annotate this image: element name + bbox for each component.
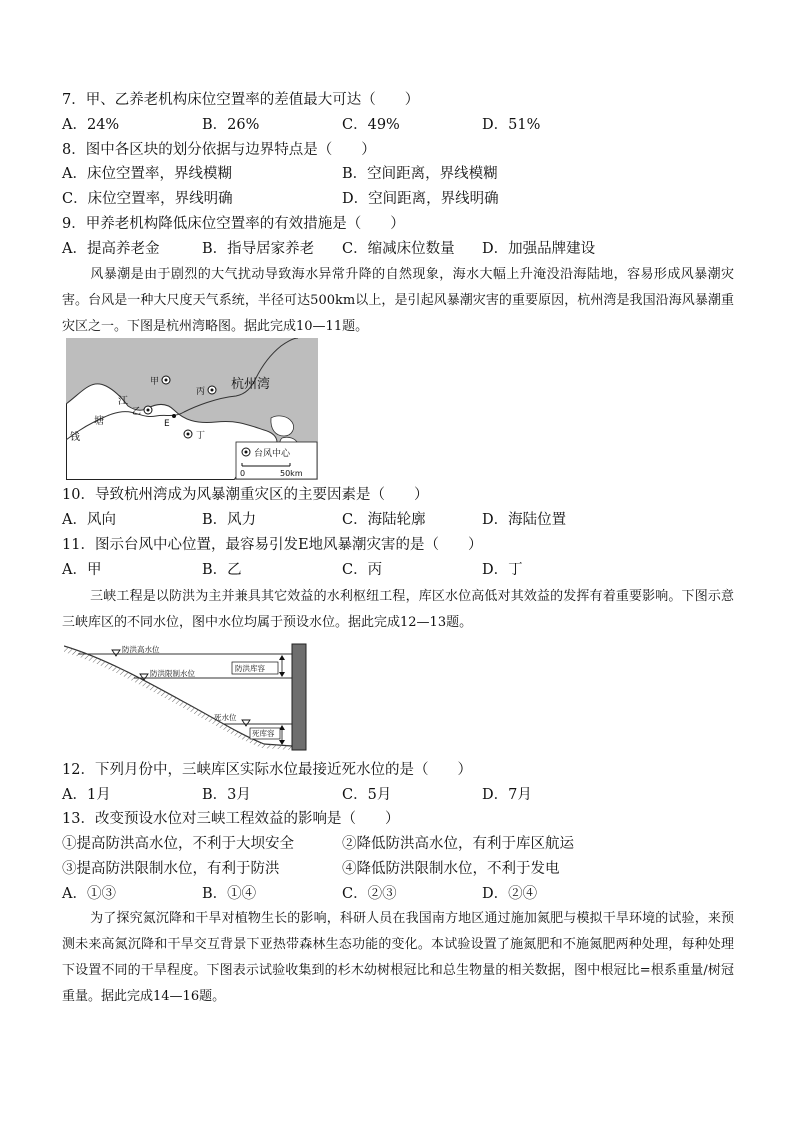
q12-option-c[interactable]: C．5月 [342,787,392,803]
q9-option-b[interactable]: B．指导居家养老 [202,241,315,257]
question-11-stem: 11．图示台风中心位置，最容易引发E地风暴潮灾害的是（ ） [62,537,483,553]
q11-option-b[interactable]: B．乙 [202,562,242,578]
q11-option-d[interactable]: D．丁 [482,562,523,578]
flood-limit-label: 防洪限制水位 [150,669,195,678]
q13-statement-1: ①提高防洪高水位，不利于大坝安全 [62,836,294,852]
map-legend [236,442,317,479]
question-10-stem: 10．导致杭州湾成为风暴潮重灾区的主要因素是（ ） [62,487,429,503]
dam-wall [292,644,306,750]
q13-statement-3: ③提高防洪限制水位，有利于防洪 [62,861,280,877]
q11-option-a[interactable]: A．甲 [62,562,102,578]
q12-option-b[interactable]: B．3月 [202,787,251,803]
question-13-stem: 13．改变预设水位对三峡工程效益的影响是（ ） [62,811,400,827]
dead-capacity-label: 死库容 [252,729,275,738]
bay-label: 杭州湾 [231,377,271,392]
hangzhou-bay-map [66,338,318,480]
svg-text:E: E [164,419,170,429]
q11-option-c[interactable]: C．丙 [342,562,383,578]
scale-zero: 0 [240,469,246,478]
q9-option-d[interactable]: D．加强品牌建设 [482,241,596,257]
svg-text:乙: 乙 [132,407,142,417]
q13-option-c[interactable]: C．②③ [342,886,397,902]
q10-option-c[interactable]: C．海陆轮廓 [342,512,426,528]
question-9-stem: 9．甲养老机构降低床位空置率的有效措施是（ ） [62,216,405,232]
q12-option-d[interactable]: D．7月 [482,787,532,803]
q7-option-c[interactable]: C．49% [342,117,400,133]
dead-level-label: 死水位 [214,713,237,722]
q7-option-b[interactable]: B．26% [202,117,260,133]
question-8-stem: 8．图中各区块的划分依据与边界特点是（ ） [62,142,376,158]
svg-text:丁: 丁 [196,431,206,441]
scale-end: 50km [280,469,303,478]
svg-text:丙: 丙 [196,387,206,397]
q9-option-a[interactable]: A．提高养老金 [62,241,160,257]
passage-three-gorges [62,584,734,636]
q10-option-b[interactable]: B．风力 [202,512,257,528]
passage-nitrogen-drought [62,906,734,1010]
q13-option-a[interactable]: A．①③ [62,886,116,902]
flood-high-marker [112,650,120,656]
river-char-tang: 塘 [94,416,104,427]
q10-option-d[interactable]: D．海陆位置 [482,512,567,528]
svg-text:甲: 甲 [150,377,160,387]
q8-option-a[interactable]: A．床位空置率，界线模糊 [62,166,232,182]
dead-level-marker [242,720,250,726]
passage-nitrogen-drought-text: 为了探究氮沉降和干旱对植物生长的影响，科研人员在我国南方地区通过施加氮肥与模拟干旱环境的试验，来预测未来高氮沉降和干旱交互背景下亚热带森林生态功能的变化。本试验设置了施氮肥和不施氮肥两种处理，每种处理下设置不同的干旱程度。下图表示试验收集到的杉木幼树根冠比和总生物量的相关数据，图中根冠比=根系重量/树冠重量。据此完成14—16题。 [62,911,734,1004]
question-12-stem: 12．下列月份中，三峡库区实际水位最接近死水位的是（ ） [62,762,472,778]
flood-capacity-label: 防洪库容 [235,664,265,673]
legend-label: 台风中心 [254,449,291,459]
passage-storm-surge [62,262,734,340]
q8-option-c[interactable]: C．床位空置率，界线明确 [62,191,233,207]
river-char-jiang: 江 [118,396,128,407]
q9-option-c[interactable]: C．缩减床位数量 [342,241,455,257]
q13-statement-2: ②降低防洪高水位，有利于库区航运 [342,836,574,852]
q12-option-a[interactable]: A．1月 [62,787,111,803]
q10-option-a[interactable]: A．风向 [62,512,116,528]
question-7-stem: 7．甲、乙养老机构床位空置率的差值最大可达（ ） [62,92,420,108]
passage-three-gorges-text: 三峡工程是以防洪为主并兼具其它效益的水利枢纽工程，库区水位高低对其效益的发挥有着重要影响。下图示意三峡库区的不同水位，图中水位均属于预设水位。据此完成12—13题。 [62,589,734,630]
q13-option-d[interactable]: D．②④ [482,886,538,902]
q8-option-b[interactable]: B．空间距离，界线模糊 [342,166,498,182]
q13-statement-4: ④降低防洪限制水位，不利于发电 [342,861,560,877]
reservoir-diagram [64,640,314,752]
passage-storm-surge-text: 风暴潮是由于剧烈的大气扰动导致海水异常升降的自然现象，海水大幅上升淹没沿海陆地，容易形成风暴潮灾害。台风是一种大尺度天气系统，半径可达500km以上，是引起风暴潮灾害的重要原因，杭州湾是我国沿海风暴潮重灾区之一。下图是杭州湾略图。据此完成10—11题。 [62,267,734,334]
q7-option-a[interactable]: A．24% [62,117,120,133]
q13-option-b[interactable]: B．①④ [202,886,257,902]
q7-option-d[interactable]: D．51% [482,117,541,133]
q8-option-d[interactable]: D．空间距离，界线明确 [342,191,499,207]
flood-high-label: 防洪高水位 [122,645,160,654]
river-char-qian: 钱 [70,432,80,443]
